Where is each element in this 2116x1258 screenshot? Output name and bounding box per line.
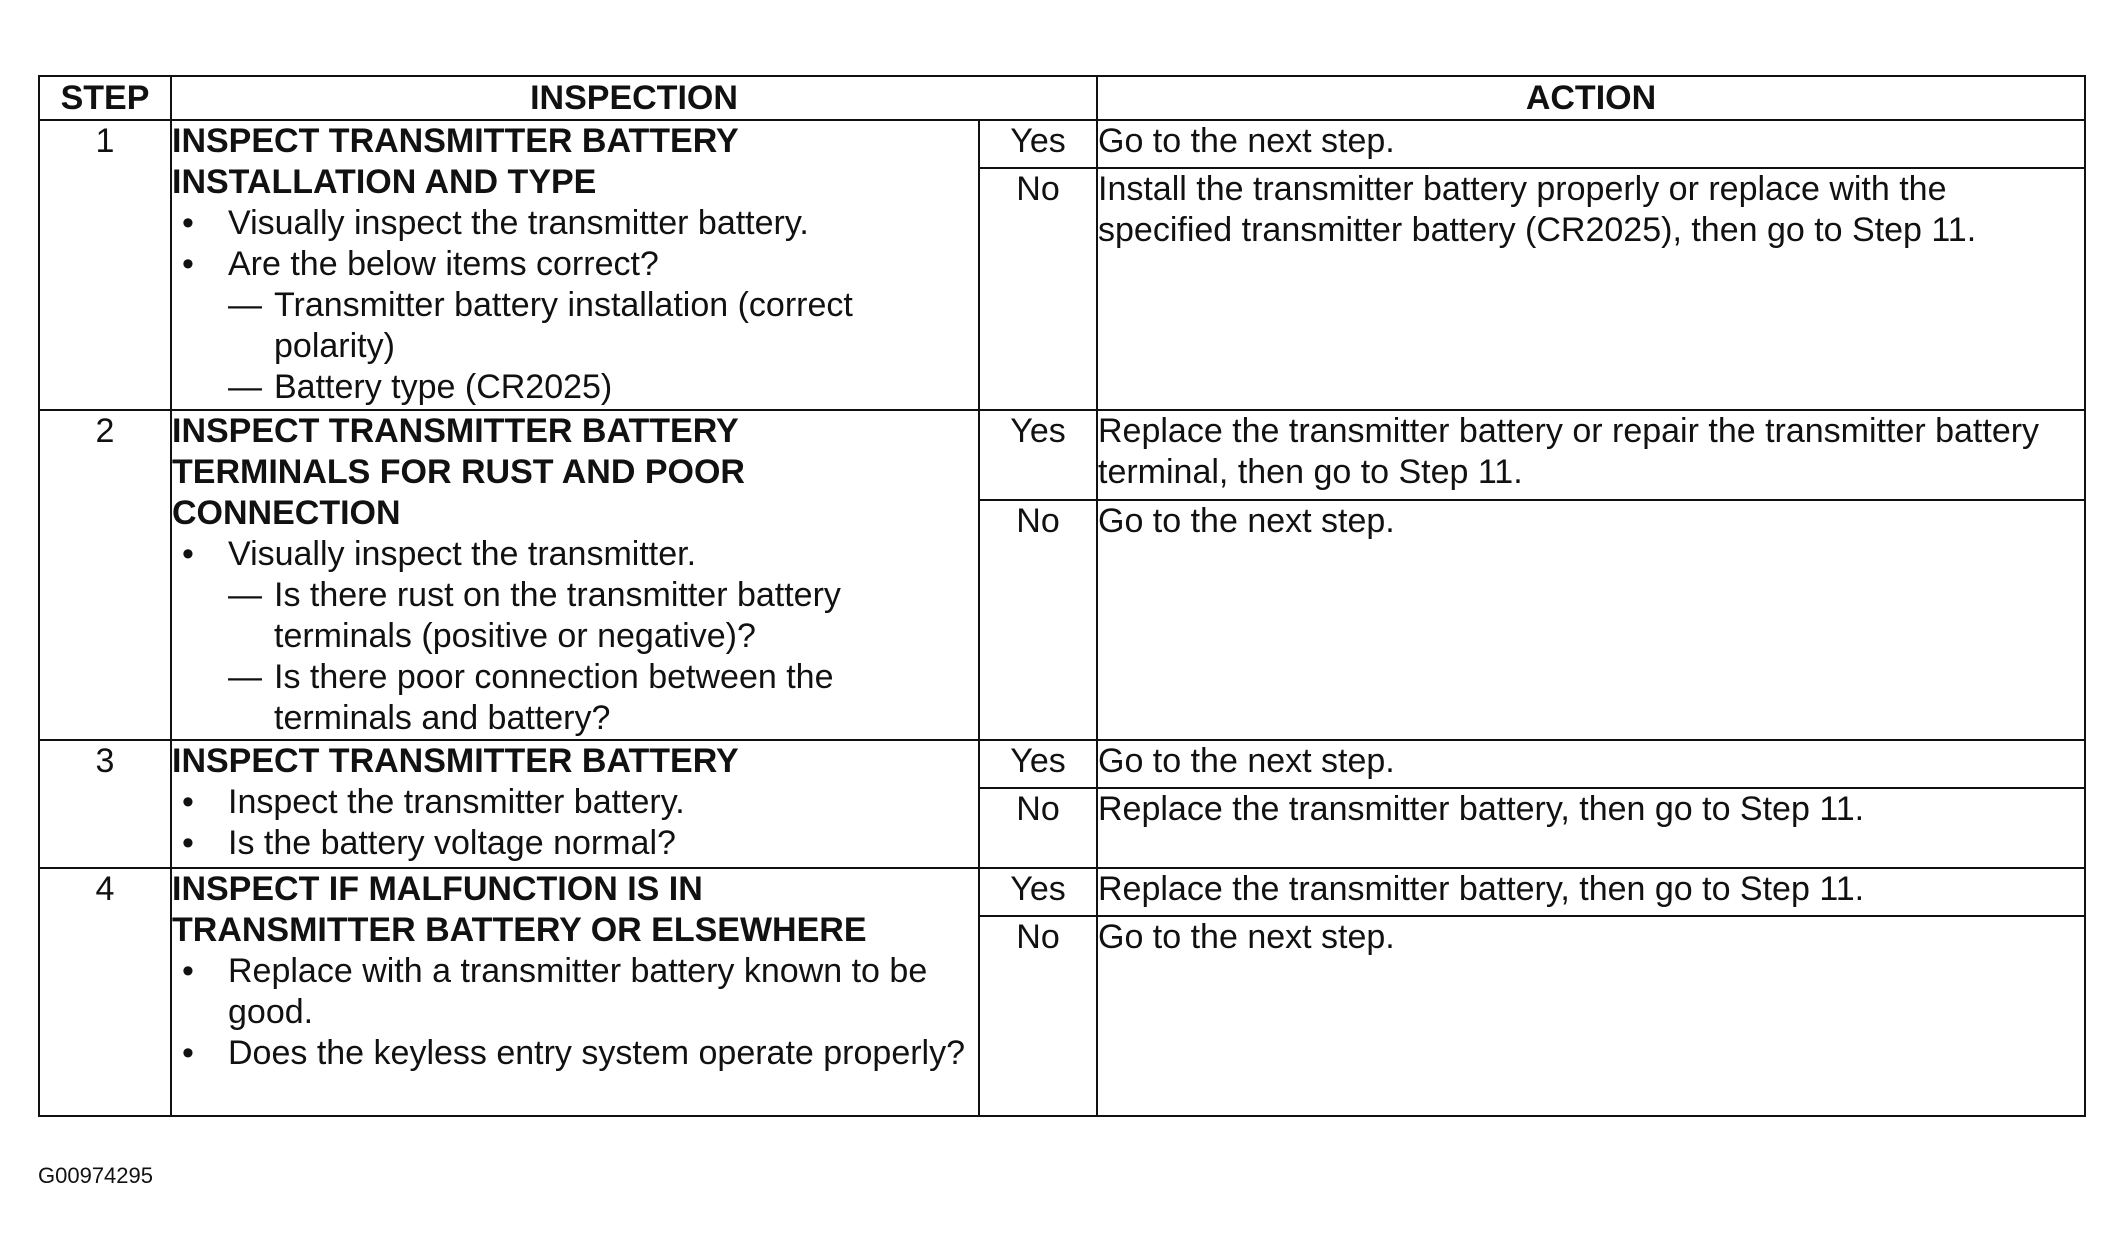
step-1-number: 1 <box>39 120 171 410</box>
step-1-dash-items <box>172 285 978 408</box>
step-2-dash-1: — Is there rust on the transmitter battery terminals (positive or negative)? <box>172 575 978 657</box>
step-3-yes-action: Go to the next step. <box>1097 740 2085 788</box>
step-2-bullet-1: • Visually inspect the transmitter. <box>172 534 978 575</box>
step-3-yes-row <box>39 740 2085 788</box>
step-4-yes-row <box>39 868 2085 916</box>
header-inspection: INSPECTION <box>171 76 1097 120</box>
step-3-number: 3 <box>39 740 171 868</box>
step-3-yes-label: Yes <box>979 740 1097 788</box>
step-1-inspection <box>171 120 979 410</box>
step-4-yes-label: Yes <box>979 868 1097 916</box>
step-2-inspection <box>171 410 979 740</box>
figure-code: G00974295 <box>38 1163 153 1188</box>
diagnostic-table-container <box>38 75 2084 1117</box>
step-4-title-line1: INSPECT IF MALFUNCTION IS IN <box>172 870 703 908</box>
step-4-bullets <box>172 951 978 1074</box>
diagnostic-table <box>38 75 2086 1117</box>
step-1-title-line2: INSTALLATION AND TYPE <box>172 163 597 201</box>
step-2-no-label: No <box>979 500 1097 740</box>
header-step: STEP <box>39 76 171 120</box>
header-row <box>39 76 2085 120</box>
step-2-yes-action: Replace the transmitter battery or repair the transmitter battery terminal, then go to Step 11. <box>1097 410 2085 500</box>
step-2-no-action: Go to the next step. <box>1097 500 2085 740</box>
step-3-inspection <box>171 740 979 868</box>
step-2-dash-2: — Is there poor connection between the terminals and battery? <box>172 657 978 739</box>
step-4-yes-action: Replace the transmitter battery, then go to Step 11. <box>1097 868 2085 916</box>
step-3-bullet-1: • Inspect the transmitter battery. <box>172 782 978 823</box>
step-3-title <box>172 741 978 782</box>
step-2-yes-row <box>39 410 2085 500</box>
step-2-title <box>172 411 978 534</box>
step-2-bullets <box>172 534 978 575</box>
step-1-bullet-2: • Are the below items correct? <box>172 244 978 285</box>
step-4-bullet-2: • Does the keyless entry system operate properly? <box>172 1033 978 1074</box>
step-4-bullet-1: • Replace with a transmitter battery known to be good. <box>172 951 978 1033</box>
step-1-yes-label: Yes <box>979 120 1097 168</box>
step-1-yes-action: Go to the next step. <box>1097 120 2085 168</box>
step-1-title <box>172 121 978 203</box>
step-3-no-label: No <box>979 788 1097 868</box>
step-1-yes-row <box>39 120 2085 168</box>
step-3-title-line1: INSPECT TRANSMITTER BATTERY <box>172 742 739 780</box>
step-1-dash-2: — Battery type (CR2025) <box>172 367 978 408</box>
step-1-no-action: Install the transmitter battery properly or replace with the specified transmitter battery (CR2025), then go to Step 11. <box>1097 168 2085 410</box>
step-4-inspection <box>171 868 979 1116</box>
header-action: ACTION <box>1097 76 2085 120</box>
step-2-yes-label: Yes <box>979 410 1097 500</box>
step-1-no-label: No <box>979 168 1097 410</box>
step-2-title-line3: CONNECTION <box>172 494 401 532</box>
step-2-title-line1: INSPECT TRANSMITTER BATTERY <box>172 412 739 450</box>
step-1-bullet-1: • Visually inspect the transmitter battery. <box>172 203 978 244</box>
step-1-dash-1: — Transmitter battery installation (correct polarity) <box>172 285 978 367</box>
step-1-bullets <box>172 203 978 285</box>
step-3-bullets <box>172 782 978 864</box>
step-4-no-action: Go to the next step. <box>1097 916 2085 1116</box>
step-4-number: 4 <box>39 868 171 1116</box>
step-4-title-line2: TRANSMITTER BATTERY OR ELSEWHERE <box>172 911 867 949</box>
step-4-title <box>172 869 978 951</box>
step-3-no-action: Replace the transmitter battery, then go to Step 11. <box>1097 788 2085 868</box>
step-4-no-label: No <box>979 916 1097 1116</box>
step-2-number: 2 <box>39 410 171 740</box>
step-2-title-line2: TERMINALS FOR RUST AND POOR <box>172 453 745 491</box>
step-1-title-line1: INSPECT TRANSMITTER BATTERY <box>172 122 739 160</box>
step-2-dash-items <box>172 575 978 739</box>
step-3-bullet-2: • Is the battery voltage normal? <box>172 823 978 864</box>
